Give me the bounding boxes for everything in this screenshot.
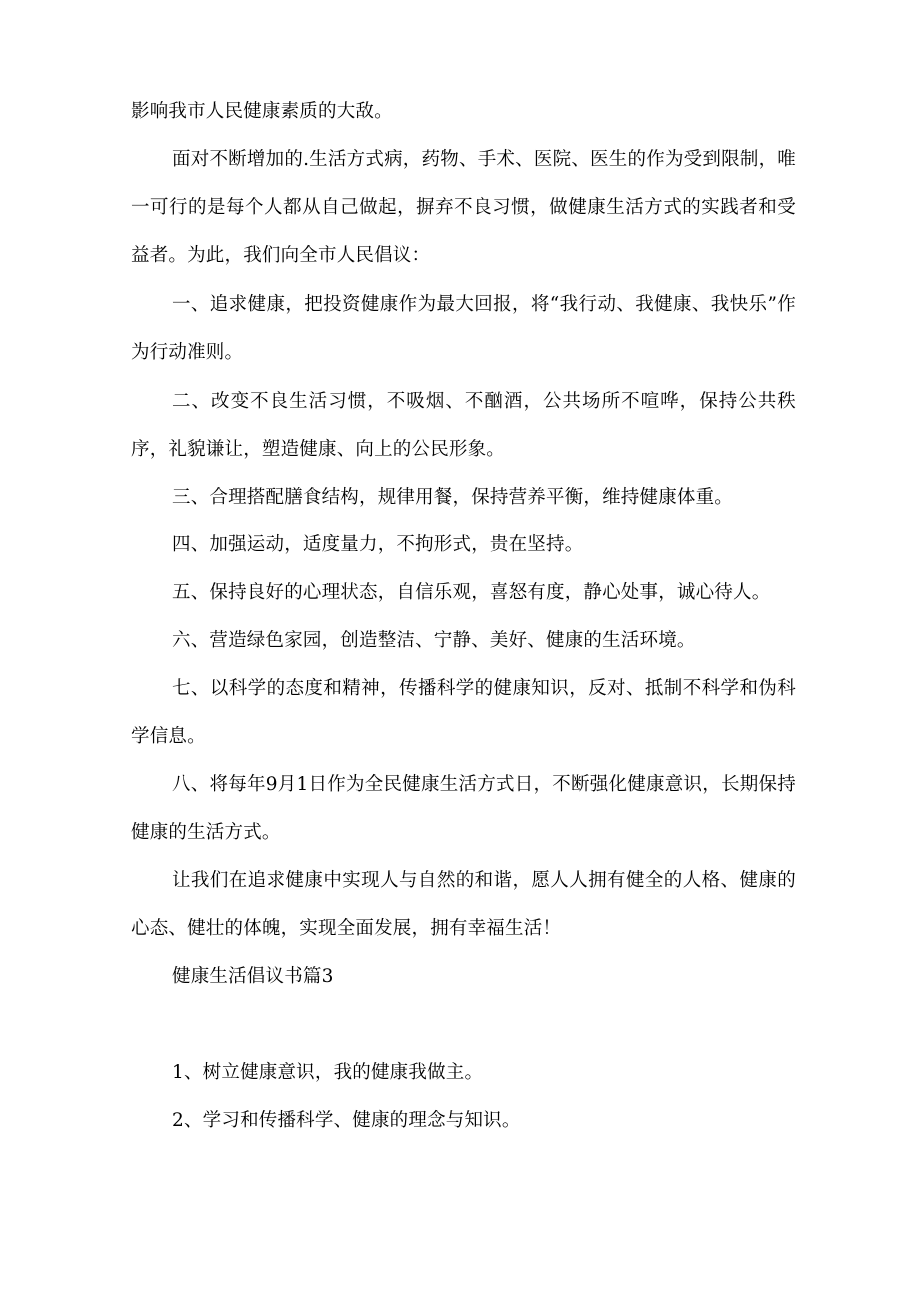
paragraph-item-2: 二、改变不良生活习惯，不吸烟、不酗酒，公共场所不喧哗，保持公共秩序，礼貌谦让，塑造健康、向上的公民形象。 bbox=[131, 391, 796, 460]
paragraph-item-4: 四、加强运动，适度量力，不拘形式，贵在坚持。 bbox=[172, 534, 584, 555]
list-item-1: 1、树立健康意识，我的健康我做主。 bbox=[172, 1062, 484, 1083]
paragraph-closing: 让我们在追求健康中实现人与自然的和谐，愿人人拥有健全的人格、健康的心态、健壮的体魄，实现全面发展，拥有幸福生活！ bbox=[131, 870, 796, 939]
list-item-2: 2、学习和传播科学、健康的理念与知识。 bbox=[172, 1110, 521, 1131]
paragraph-item-7: 七、以科学的态度和精神，传播科学的健康知识，反对、抵制不科学和伪科学信息。 bbox=[131, 678, 796, 747]
paragraph-item-6: 六、营造绿色家园，创造整洁、宁静、美好、健康的生活环境。 bbox=[172, 630, 696, 651]
paragraph-item-5: 五、保持良好的心理状态，自信乐观，喜怒有度，静心处事，诚心待人。 bbox=[172, 582, 771, 603]
section-heading: 健康生活倡议书篇3 bbox=[172, 966, 334, 987]
paragraph-item-8: 八、将每年9月1日作为全民健康生活方式日，不断强化健康意识，长期保持健康的生活方式。 bbox=[131, 774, 796, 843]
paragraph-continuation: 影响我市人民健康素质的大敌。 bbox=[131, 101, 393, 122]
paragraph-intro: 面对不断增加的.生活方式病，药物、手术、医院、医生的作为受到限制，唯一可行的是每个人都从自己做起，摒弃不良习惯，做健康生活方式的实践者和受益者。为此，我们向全市人民倡议： bbox=[131, 149, 796, 266]
paragraph-item-1: 一、追求健康，把投资健康作为最大回报，将“我行动、我健康、我快乐”作为行动准则。 bbox=[131, 294, 796, 363]
paragraph-item-3: 三、合理搭配膳食结构，规律用餐，保持营养平衡，维持健康体重。 bbox=[172, 487, 734, 508]
